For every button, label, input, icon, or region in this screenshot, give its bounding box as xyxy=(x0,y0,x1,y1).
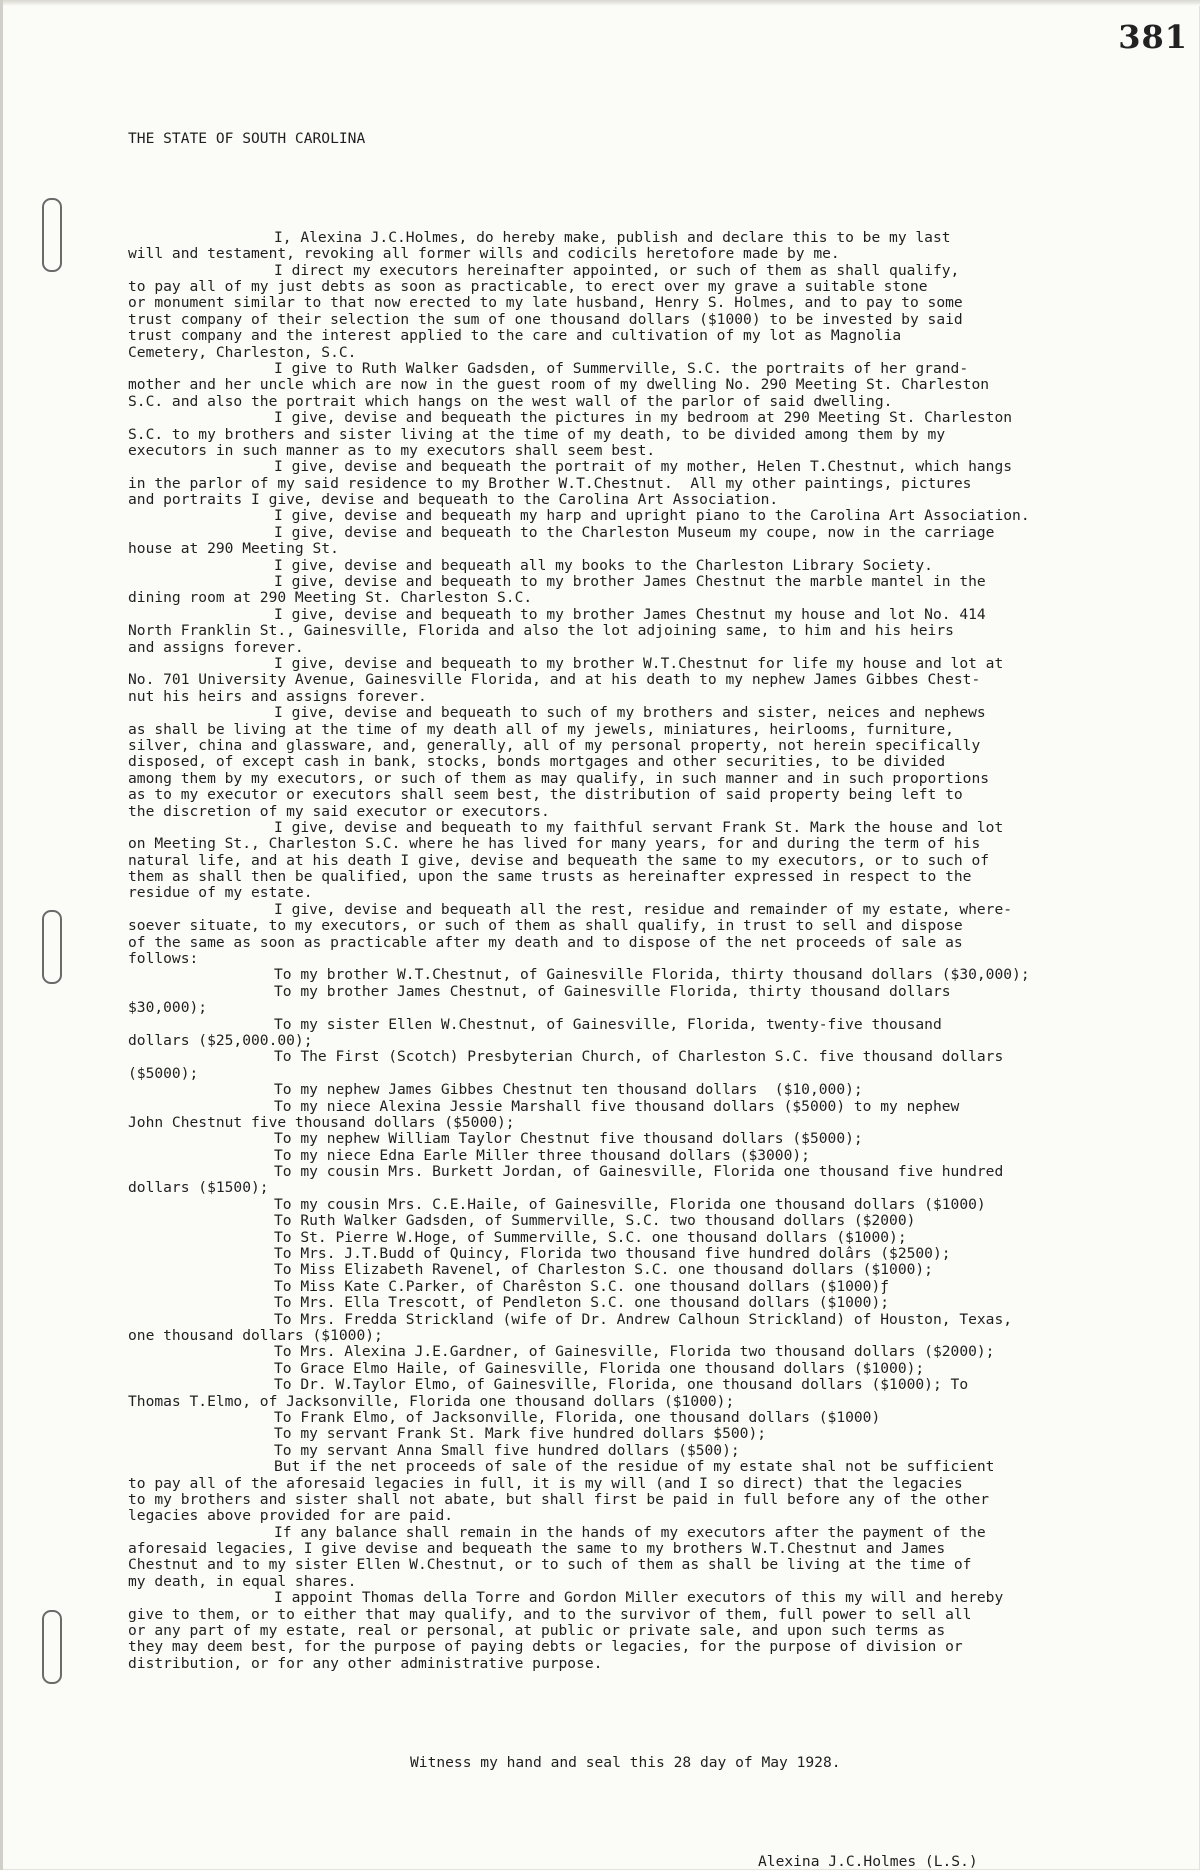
text-line: I give, devise and bequeath to my faithful servant Frank St. Mark the house and lot xyxy=(274,818,1004,836)
punch-hole-middle xyxy=(42,910,62,984)
text-line: To my nephew William Taylor Chestnut five thousand dollars ($5000); xyxy=(274,1130,863,1148)
text-line: North Franklin St., Gainesville, Florida and also the lot adjoining same, to him and his heirs xyxy=(128,622,954,640)
text-line: soever situate, to my executors, or such of them as shall qualify, in trust to sell and dispose xyxy=(128,917,963,935)
text-line: they may deem best, for the purpose of paying debts or legacies, for the purpose of division or xyxy=(128,1638,963,1656)
text-line: To my brother James Chestnut, of Gainesville Florida, thirty thousand dollars xyxy=(274,982,951,1000)
text-line: distribution, or for any other administrative purpose. xyxy=(128,1654,603,1672)
text-line: or monument similar to that now erected to my late husband, Henry S. Holmes, and to pay to some xyxy=(128,294,963,312)
text-line: the discretion of my said executor or executors. xyxy=(128,802,550,820)
text-line: follows: xyxy=(128,950,199,968)
text-line: I give, devise and bequeath to the Charleston Museum my coupe, now in the carriage xyxy=(274,523,995,541)
text-line: To my cousin Mrs. Burkett Jordan, of Gainesville, Florida one thousand five hundred xyxy=(274,1163,1004,1181)
text-line: To The First (Scotch) Presbyterian Church, of Charleston S.C. five thousand dollars xyxy=(274,1048,1004,1066)
text-line: S.C. and also the portrait which hangs on the west wall of the parlor of said dwelling. xyxy=(128,392,893,410)
text-line: To Mrs. J.T.Budd of Quincy, Florida two thousand five hundred dolârs ($2500); xyxy=(274,1245,951,1263)
text-line: silver, china and glassware, and, generally, all of my personal property, not herein specifically xyxy=(128,736,981,754)
text-line: To Mrs. Alexina J.E.Gardner, of Gainesville, Florida two thousand dollars ($2000); xyxy=(274,1343,995,1361)
text-line: To Miss Elizabeth Ravenel, of Charleston S.C. one thousand dollars ($1000); xyxy=(274,1261,933,1279)
text-line: I give, devise and bequeath to such of my brothers and sister, neices and nephews xyxy=(274,704,986,722)
text-line: To Ruth Walker Gadsden, of Summerville, S.C. two thousand dollars ($2000) xyxy=(274,1212,916,1230)
document-heading: THE STATE OF SOUTH CAROLINA xyxy=(128,129,366,147)
text-line: dollars ($25,000.00); xyxy=(128,1031,313,1049)
text-line: But if the net proceeds of sale of the residue of my estate shal not be sufficient xyxy=(274,1458,995,1476)
text-line: Chestnut and to my sister Ellen W.Chestnut, or to such of them as shall be living at the time of xyxy=(128,1556,972,1574)
text-line: To my niece Edna Earle Miller three thousand dollars ($3000); xyxy=(274,1146,810,1164)
text-line: and assigns forever. xyxy=(128,638,304,656)
witness-spacer xyxy=(128,1705,1168,1722)
text-line: and portraits I give, devise and bequeath to the Carolina Art Association. xyxy=(128,491,779,509)
text-line: natural life, and at his death I give, devise and bequeath the same to my executors, or to such of xyxy=(128,851,990,869)
text-line: I appoint Thomas della Torre and Gordon Miller executors of this my will and hereby xyxy=(274,1589,1004,1607)
text-line: house at 290 Meeting St. xyxy=(128,540,339,558)
text-line: residue of my estate. xyxy=(128,884,313,902)
text-line: in the parlor of my said residence to my Brother W.T.Chestnut. All my other paintings, pictures xyxy=(128,474,972,492)
text-line: dollars ($1500); xyxy=(128,1179,269,1197)
text-line: as shall be living at the time of my death all of my jewels, miniatures, heirlooms, furniture, xyxy=(128,720,954,738)
text-line: To my servant Frank St. Mark five hundred dollars $500); xyxy=(274,1425,767,1443)
text-line: them as shall then be qualified, upon the same trusts as hereinafter expressed in respect to the xyxy=(128,868,972,886)
text-line: To my niece Alexina Jessie Marshall five thousand dollars ($5000) to my nephew xyxy=(274,1097,960,1115)
text-line: will and testament, revoking all former wills and codicils heretofore made by me. xyxy=(128,245,840,263)
text-line: I give, devise and bequeath to my brother W.T.Chestnut for life my house and lot at xyxy=(274,654,1004,672)
text-line: To Mrs. Ella Trescott, of Pendleton S.C. one thousand dollars ($1000); xyxy=(274,1294,890,1312)
text-line: To my nephew James Gibbes Chestnut ten thousand dollars ($10,000); xyxy=(274,1081,863,1099)
text-line: nut his heirs and assigns forever. xyxy=(128,687,427,705)
text-line: I give, devise and bequeath to my brother James Chestnut the marble mantel in the xyxy=(274,573,986,591)
page-number: 381 xyxy=(1118,18,1188,56)
text-line: one thousand dollars ($1000); xyxy=(128,1327,383,1344)
text-line: Thomas T.Elmo, of Jacksonville, Florida one thousand dollars ($1000); xyxy=(128,1392,735,1410)
text-line: I give, devise and bequeath the pictures in my bedroom at 290 Meeting St. Charleston xyxy=(274,409,1013,427)
text-line: To my sister Ellen W.Chestnut, of Gainesville, Florida, twenty-five thousand xyxy=(274,1015,942,1033)
signature-spacer xyxy=(128,1804,1168,1821)
text-line: trust company of their selection the sum of one thousand dollars ($1000) to be invested by said xyxy=(128,310,963,328)
text-line: I give, devise and bequeath my harp and upright piano to the Carolina Art Association. xyxy=(274,507,1030,525)
text-line: ($5000); xyxy=(128,1064,199,1082)
signature-line: Alexina J.C.Holmes (L.S.) xyxy=(758,1852,978,1870)
text-line: To Miss Kate C.Parker, of Charêston S.C. one thousand dollars ($1000)ƒ xyxy=(274,1277,890,1295)
text-line: S.C. to my brothers and sister living at the time of my death, to be divided among them by my xyxy=(128,425,946,443)
text-line: among them by my executors, or such of them as may qualify, in such manner and in such proportions xyxy=(128,769,990,787)
text-line: to pay all of the aforesaid legacies in full, it is my will (and I so direct) that the legacies xyxy=(128,1474,963,1492)
text-line: No. 701 University Avenue, Gainesville Florida, and at his death to my nephew James Gibbes Chest- xyxy=(128,671,981,689)
text-line: dining room at 290 Meeting St. Charleston S.C. xyxy=(128,589,533,607)
heading-spacer xyxy=(128,180,1168,197)
text-line: legacies above provided for are paid. xyxy=(128,1507,454,1525)
text-line: to my brothers and sister shall not abate, but shall first be paid in full before any of the other xyxy=(128,1490,990,1508)
text-line: To my brother W.T.Chestnut, of Gainesville Florida, thirty thousand dollars ($30,000); xyxy=(274,966,1030,984)
text-line: To my cousin Mrs. C.E.Haile, of Gainesville, Florida one thousand dollars ($1000) xyxy=(274,1195,986,1213)
text-line: my death, in equal shares. xyxy=(128,1572,357,1590)
text-line: I give, devise and bequeath all the rest, residue and remainder of my estate, where- xyxy=(274,900,1013,918)
text-line: disposed, of except cash in bank, stocks, bonds mortgages and other securities, to be divided xyxy=(128,753,946,771)
text-line: of the same as soon as practicable after my death and to dispose of the net proceeds of sale as xyxy=(128,933,963,951)
text-line: to pay all of my just debts as soon as practicable, to erect over my grave a suitable stone xyxy=(128,278,928,295)
text-line: To my servant Anna Small five hundred dollars ($500); xyxy=(274,1441,740,1459)
text-line: I give, devise and bequeath all my books to the Charleston Library Society. xyxy=(274,556,933,574)
text-line: I give to Ruth Walker Gadsden, of Summerville, S.C. the portraits of her grand- xyxy=(274,359,969,377)
text-line: To St. Pierre W.Hoge, of Summerville, S.C. one thousand dollars ($1000); xyxy=(274,1228,907,1246)
text-line: I give, devise and bequeath the portrait of my mother, Helen T.Chestnut, which hangs xyxy=(274,458,1013,476)
text-line: or any part of my estate, real or personal, at public or private sale, and upon such terms as xyxy=(128,1622,946,1640)
punch-hole-top xyxy=(42,198,62,272)
text-line: trust company and the interest applied to the care and cultivation of my lot as Magnolia xyxy=(128,327,902,345)
text-line: as to my executor or executors shall seem best, the distribution of said property being left to xyxy=(128,786,963,804)
text-line: I direct my executors hereinafter appointed, or such of them as shall qualify, xyxy=(274,261,960,279)
text-line: I give, devise and bequeath to my brother James Chestnut my house and lot No. 414 xyxy=(274,605,986,623)
text-line: on Meeting St., Charleston S.C. where he has lived for many years, for and during the term of his xyxy=(128,835,981,853)
text-line: give to them, or to either that may qualify, and to the survivor of them, full power to sell all xyxy=(128,1605,972,1623)
page-left-edge xyxy=(0,0,3,1870)
will-text-lines xyxy=(128,230,1168,1672)
text-line: $30,000); xyxy=(128,999,208,1017)
text-line: aforesaid legacies, I give devise and bequeath the same to my brothers W.T.Chestnut and James xyxy=(128,1540,946,1558)
document-body xyxy=(128,98,1168,1870)
text-line: mother and her uncle which are now in the guest room of my dwelling No. 290 Meeting St. Charleston xyxy=(128,376,990,394)
text-line: executors in such manner as to my executors shall seem best. xyxy=(128,441,656,459)
text-line: I, Alexina J.C.Holmes, do hereby make, publish and declare this to be my last xyxy=(274,228,951,246)
witness-line: Witness my hand and seal this 28 day of May 1928. xyxy=(410,1753,841,1771)
page-top-edge xyxy=(0,0,1200,6)
text-line: To Grace Elmo Haile, of Gainesville, Florida one thousand dollars ($1000); xyxy=(274,1359,925,1377)
text-line: To Mrs. Fredda Strickland (wife of Dr. Andrew Calhoun Strickland) of Houston, Texas, xyxy=(274,1310,1013,1328)
text-line: Cemetery, Charleston, S.C. xyxy=(128,343,357,361)
text-line: John Chestnut five thousand dollars ($5000); xyxy=(128,1113,515,1131)
punch-hole-bottom xyxy=(42,1610,62,1684)
text-line: To Frank Elmo, of Jacksonville, Florida, one thousand dollars ($1000) xyxy=(274,1408,881,1426)
text-line: To Dr. W.Taylor Elmo, of Gainesville, Florida, one thousand dollars ($1000); To xyxy=(274,1376,969,1394)
text-line: If any balance shall remain in the hands of my executors after the payment of the xyxy=(274,1523,986,1541)
